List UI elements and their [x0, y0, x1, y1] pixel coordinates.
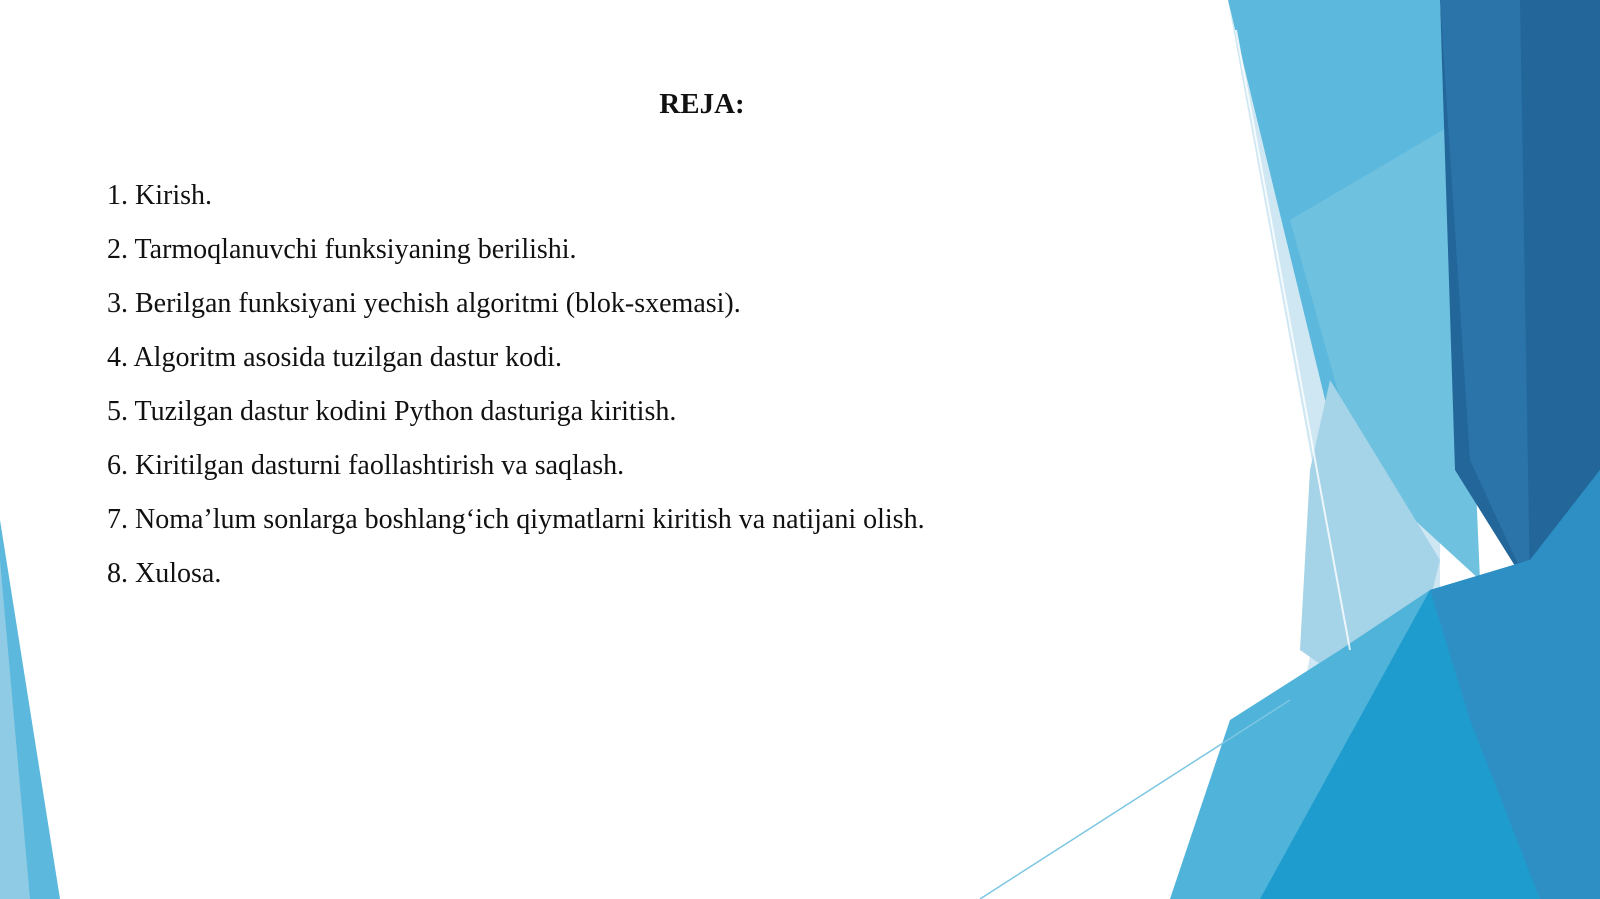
plan-item: 7. Noma’lum sonlarga boshlang‘ich qiymatlarni kiritish va natijani olish. [107, 504, 925, 535]
plan-item: 4. Algoritm asosida tuzilgan dastur kodi. [107, 342, 562, 373]
plan-item: 2. Tarmoqlanuvchi funksiyaning berilishi. [107, 234, 577, 265]
plan-item: 3. Berilgan funksiyani yechish algoritmi (blok-sxemasi). [107, 288, 741, 319]
plan-item: 6. Kiritilgan dasturni faollashtirish va saqlash. [107, 450, 625, 481]
plan-item: 8. Xulosa. [107, 558, 222, 589]
plan-item: 5. Tuzilgan dastur kodini Python dasturiga kiritish. [107, 396, 677, 427]
plan-list [107, 176, 925, 608]
plan-item: 1. Kirish. [107, 180, 212, 211]
slide-title: REJA: [659, 88, 745, 120]
